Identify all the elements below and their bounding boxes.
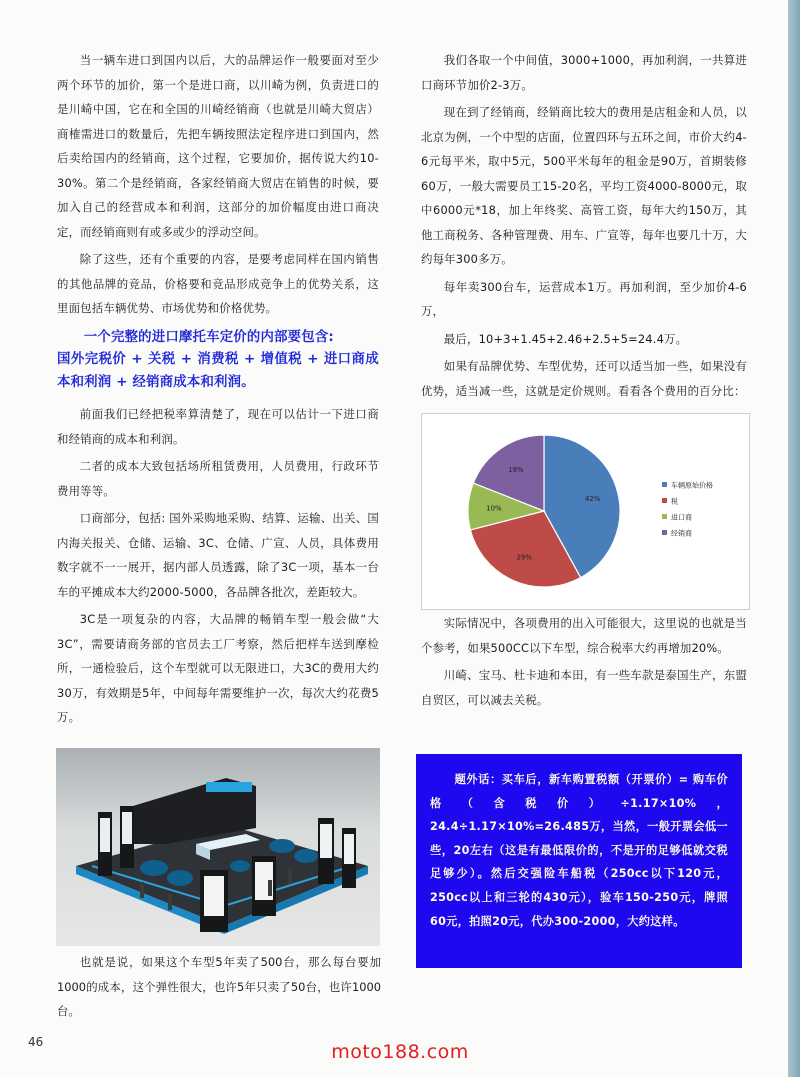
legend-label-3: 进口商 [671, 513, 692, 522]
right-paragraph-2: 现在到了经销商，经销商比较大的费用是店租金和人员，以北京为例，一个中型的店面，位置四环与五环之间，市价大约4-6元每平米，取中5元，500平米每年的租金是90万，首期装修60万，一般大需要员工15-20名，平均工资4000-8000元，取中6000元*18，加上年终奖、高管工资，每年大约150万，其他工商税务、各种管理费、用车、广宣等，每年也要几十万，大约每年300多万。 [421, 105, 747, 266]
highlight-line-2: 国外完税价 + 关税 + 消费税 + 增值税 + 进口商成本和利润 + 经销商成本和利润。 [57, 352, 379, 390]
right-paragraph-4: 最后，10+3+1.45+2.46+2.5+5=24.4万。 [443, 331, 688, 346]
legend-label-4: 经销商 [671, 529, 692, 538]
left-paragraph-4: 二者的成本大致包括场所租赁费用，人员费用，行政环节费用等等。 [57, 459, 379, 498]
page-number: 46 [28, 1035, 44, 1049]
right-paragraph-6: 实际情况中，各项费用的出入可能很大，这里说的也就是当个参考，如果500CC以下车型，综合税率大约再增加20%。 [421, 616, 747, 655]
right-paragraph-7: 川崎、宝马、杜卡迪和本田，有一些车款是泰国生产，东盟自贸区，可以减去关税。 [421, 668, 747, 707]
cost-share-pie-chart [421, 413, 750, 610]
legend-swatch-4 [662, 530, 667, 535]
left-paragraph-6: 3C是一项复杂的内容，大品牌的畅销车型一般会做“大3C”，需要请商务部的官员去工厂考察，然后把样车送到摩检所，一通检验后，这个车型就可以无限进口，大3C的费用大约30万，有效期是5年，中间每年需要维护一次，每次大约花费5万。 [57, 612, 379, 724]
pie-data-label-4: 19% [508, 466, 524, 474]
pie-data-label-3: 10% [486, 504, 502, 513]
left-paragraph-5: 口商部分，包括: 国外采购地采购、结算、运输、出关、国内海关报关、仓储、运输、3C、仓储、广宣、人员，具体费用数字就不一一展开，据内部人员透露，除了3C一项，基本一台车的平摊成本大约2000-5000，各品牌各批次，差距较大。 [57, 511, 379, 599]
left-column [57, 48, 379, 733]
legend-label-2: 税 [671, 497, 678, 506]
left-paragraph-1: 当一辆车进口到国内以后，大的品牌运作一般要面对至少两个环节的加价，第一个是进口商，以川崎为例，负责进口的是川崎中国，它在和全国的川崎经销商（也就是川崎大贸店）商榷需进口的数量后，先把车辆按照法定程序进口到国内，然后卖给国内的经销商，这个过程，它要加价，据传说大约10-30%。第二个是经销商，各家经销商大贸店在销售的时候，要加入自己的经营成本和利润，这部分的加价幅度由进口商决定，而经销商则有或多或少的浮动空间。 [57, 53, 379, 239]
legend-swatch-1 [662, 482, 667, 487]
sidebar-note-text: 题外话：买车后，新车购置税额（开票价）= 购车价格（含税价）÷1.17×10%，24.4÷1.17×10%=26.485万，当然，一般开票会低一些，20左右（这是有最低限价的，不是开的足够低就交税足够少）。然后交强险车船税（250cc以下120元，250cc以上和三轮的430元），验车150-250元，牌照60元，拍照20元，代办300-2000，大约这样。 [430, 773, 728, 928]
sidebar-note-box [416, 754, 742, 968]
pie-data-label-1: 42% [584, 495, 601, 503]
legend-label-1: 车辆原始价格 [671, 481, 713, 490]
pricing-formula-highlight [57, 327, 379, 395]
watermark-tld: .com [420, 1041, 469, 1063]
site-watermark[interactable] [0, 1041, 800, 1063]
legend-swatch-2 [662, 498, 667, 503]
right-column [421, 48, 747, 406]
left-paragraph-7: 也就是说，如果这个车型5年卖了500台，那么每台要加1000的成本，这个弹性很大，也许5年只卖了50台，也许1000台。 [57, 955, 381, 1018]
highlight-line-1: 一个完整的进口摩托车定价的内部要包含: [83, 329, 334, 345]
right-paragraph-3: 每年卖300台车，运营成本1万。再加利润，至少加价4-6万， [421, 279, 747, 318]
watermark-brand: moto188 [331, 1041, 421, 1063]
left-paragraph-3: 前面我们已经把税率算清楚了，现在可以估计一下进口商和经销商的成本和利润。 [57, 407, 379, 446]
pie-chart-svg [422, 414, 749, 609]
right-paragraph-1: 我们各取一个中间值，3000+1000，再加利润，一共算进口商环节加价2-3万。 [421, 53, 747, 92]
right-paragraph-5: 如果有品牌优势、车型优势，还可以适当加一些，如果没有优势，适当减一些，这就是定价规则。看看各个费用的百分比： [421, 359, 747, 398]
left-paragraph-2: 除了这些，还有个重要的内容，是要考虑同样在国内销售的其他品牌的竞品，价格要和竞品形成竞争上的优势关系，这里面包括车辆优势、市场优势和价格优势。 [57, 252, 379, 315]
page-edge-strip [788, 0, 800, 1077]
exhibition-booth-photo [56, 748, 380, 946]
legend-swatch-3 [662, 514, 667, 519]
right-column-lower [421, 611, 747, 715]
pie-data-label-2: 29% [516, 553, 532, 562]
booth-illustration [56, 748, 380, 946]
